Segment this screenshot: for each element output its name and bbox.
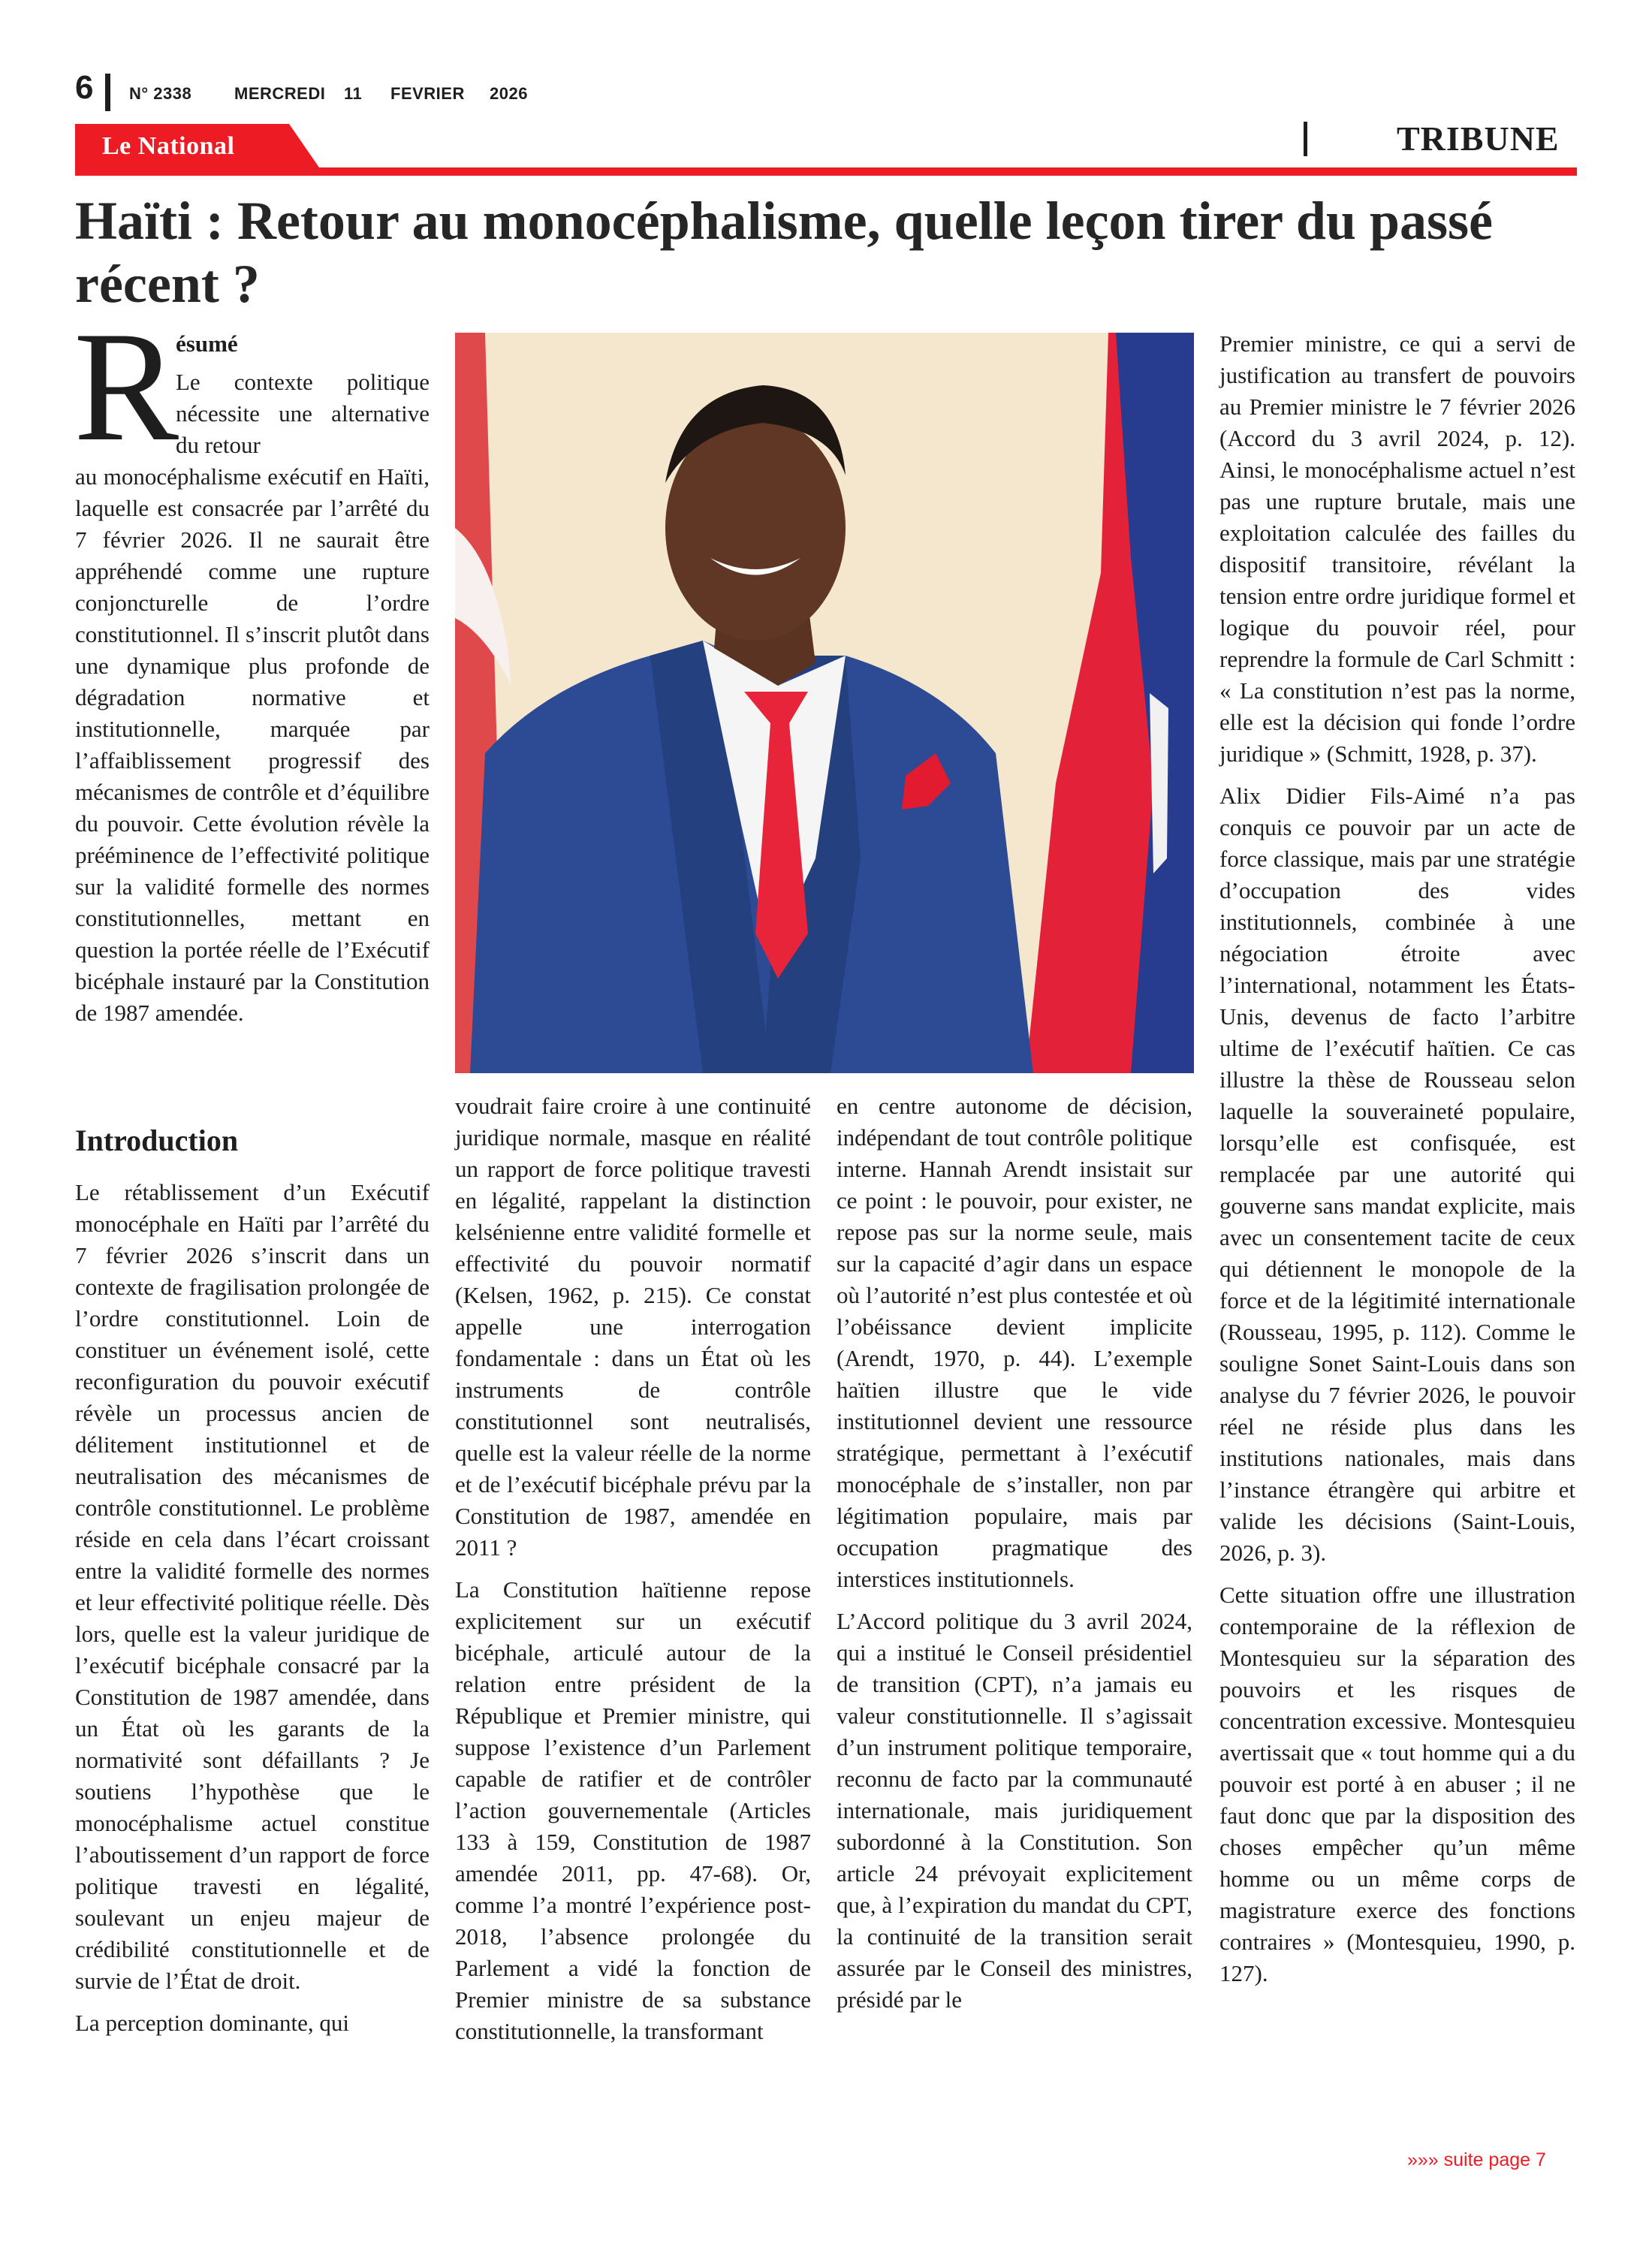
introduction-heading: Introduction (75, 1123, 239, 1157)
resume-intro-text: Le contexte politique nécessite une alternative du retour (176, 369, 430, 458)
header-rule (75, 167, 1577, 176)
issue-day-name: MERCREDI (234, 84, 326, 103)
column-4 (1219, 328, 1575, 2000)
article-headline: Haïti : Retour au monocéphalisme, quelle leçon tirer du passé récent ? (75, 191, 1493, 314)
continuation-link[interactable]: »»» suite page 7 (1407, 2149, 1546, 2170)
column-2 (455, 1090, 811, 2058)
issue-month: FEVRIER (390, 84, 465, 103)
resume-text: au monocéphalisme exécutif en Haïti, laquelle est consacrée par l’arrêté du 7 février 2026. Il ne saurait être appréhendé comme une rupture conjoncturelle de l’ordre constitutionnel. Il s’inscrit plutôt dans une dynamique plus profonde de dégradation normative et institutionnelle, marquée par l’affaiblissement progressif des mécanismes de contrôle et d’équilibre du pouvoir. Cette évolution révèle la prééminence de l’effectivité politique sur la validité formelle des normes constitutionnelles, mettant en question la portée réelle de l’Exécutif bicéphale instauré par la Constitution de 1987 amendée. (75, 463, 430, 1026)
issue-day: 11 (344, 84, 363, 103)
paragraph: en centre autonome de décision, indépendant de tout contrôle politique interne. Hannah Arendt insistait sur ce point : le pouvoir, pour exister, ne repose pas sur la norme seule, mais sur la capacité d’agir dans un espace où l’autorité n’est plus contestée et où l’obéissance devient implicite (Arendt, 1970, p. 44). L’exemple haïtien illustre que le vide institutionnel devient une ressource stratégique, permettant à l’exécutif monocéphale de s’installer, non par légitimation populaire, mais par occupation pragmatique des interstices institutionnels. (837, 1093, 1192, 1592)
paragraph: La Constitution haïtienne repose explicitement sur un exécutif bicéphale, articulé autour de la relation entre président de la République et Premier ministre, qui suppose l’existence d’un Parlement capable de ratifier et de contrôler l’action gouvernementale (Articles 133 à 159, Constitution de 1987 amendée 2011, pp. 47-68). Or, comme l’a montré l’expérience post-2018, l’absence prolongée du Parlement a vidé la fonction de Premier ministre de sa substance constitutionnelle, la transformant (455, 1576, 811, 2044)
page-number: 6 (75, 69, 94, 106)
section-name: TRIBUNE (1397, 119, 1560, 158)
issue-year: 2026 (490, 84, 528, 103)
paragraph: Le rétablissement d’un Exécutif monocéphale en Haïti par l’arrêté du 7 février 2026 s’inscrit dans un contexte de fragilisation prolongée de l’ordre constitutionnel. Loin de constituer un événement isolé, cette reconfiguration du pouvoir exécutif révèle un processus ancien de délitement institutionnel et de neutralisation des mécanismes de contrôle constitutionnel. Le problème réside en cela dans l’écart croissant entre la validité formelle des normes et leur effectivité politique réelle. Dès lors, quelle est la valeur juridique de l’exécutif bicéphale consacré par la Constitution de 1987 amendée, dans un État où les garants de la normativité sont défaillants ? Je soutiens l’hypothèse que le monocéphalisme actuel constitue l’aboutissement d’un rapport de force politique travesti en légalité, soulevant un enjeu majeur de crédibilité constitutionnelle et de survie de l’État de droit. (75, 1179, 430, 1994)
page-number-divider (105, 74, 110, 111)
paragraph: voudrait faire croire à une continuité juridique normale, masque en réalité un rapport de force politique travesti en légalité, rappelant la distinction kelsénienne entre validité formelle et effectivité du pouvoir normatif (Kelsen, 1962, p. 215). Ce constat appelle une interrogation fondamentale : dans un État où les instruments de contrôle constitutionnel sont neutralisés, quelle est la valeur réelle de la norme et de l’exécutif bicéphale prévu par la Constitution de 1987, amendée en 2011 ? (455, 1093, 811, 1561)
brand-logo: Le National (102, 132, 235, 160)
resume-heading: ésumé (176, 330, 238, 357)
paragraph: La perception dominante, qui (75, 2010, 349, 2036)
column-1 (75, 1177, 430, 2049)
paragraph: Cette situation offre une illustration contemporaine de la réflexion de Montesquieu sur la séparation des pouvoirs et les risques de concentration excessive. Montesquieu avertissait que « tout homme qui a du pouvoir est porté à en abuser ; il ne faut donc que par la disposition des choses empêcher qu’un même homme ou un même corps de magistrature exerce des fonctions contraires » (Montesquieu, 1990, p. 127). (1219, 1582, 1575, 1986)
paragraph: Premier ministre, ce qui a servi de justification au transfert de pouvoirs au Premier ministre le 7 février 2026 (Accord du 3 avril 2024, p. 12). Ainsi, le monocéphalisme actuel n’est pas une rupture brutale, mais une exploitation calculée des failles du dispositif transitoire, révélant la tension entre ordre juridique formel et logique du pouvoir réel, pour reprendre la formule de Carl Schmitt : « La constitution n’est pas la norme, elle est la décision qui fonde l’ordre juridique » (Schmitt, 1928, p. 37). (1219, 330, 1575, 767)
paragraph: L’Accord politique du 3 avril 2024, qui a institué le Conseil présidentiel de transition (CPT), n’a jamais eu valeur constitutionnelle. Il s’agissait d’un instrument politique temporaire, reconnu de facto par la communauté internationale, mais juridiquement subordonné à la Constitution. Son article 24 prévoyait explicitement que, à l’expiration du mandat du CPT, la continuité de la transition serait assurée par le Conseil des ministres, présidé par le (837, 1608, 1192, 2013)
drop-cap: R (74, 300, 179, 474)
author-photo (455, 333, 1194, 1073)
column-3 (837, 1090, 1192, 2026)
portrait-illustration (455, 333, 1194, 1073)
section-divider (1304, 122, 1307, 156)
paragraph: Alix Didier Fils-Aimé n’a pas conquis ce pouvoir par un acte de force classique, mais par une stratégie d’occupation des vides institutionnels, combinée à une négociation étroite avec l’international, notamment les États-Unis, devenus de facto l’arbitre ultime de l’exécutif haïtien. Ce cas illustre la thèse de Rousseau selon laquelle la souveraineté populaire, lorsqu’elle est confisquée, est remplacée par une autorité qui gouverne sans mandat explicite, mais avec un consentement tacite de ceux qui détiennent le monopole de la force et de la légitimité internationale (Rousseau, 1995, p. 112). Comme le souligne Sonet Saint-Louis dans son analyse du 7 février 2026, le pouvoir réel ne réside plus dans les institutions nationales, mais dans l’instance étrangère qui arbitre et valide les décisions (Saint-Louis, 2026, p. 3). (1219, 783, 1575, 1566)
issue-number: N° 2338 (129, 84, 192, 103)
